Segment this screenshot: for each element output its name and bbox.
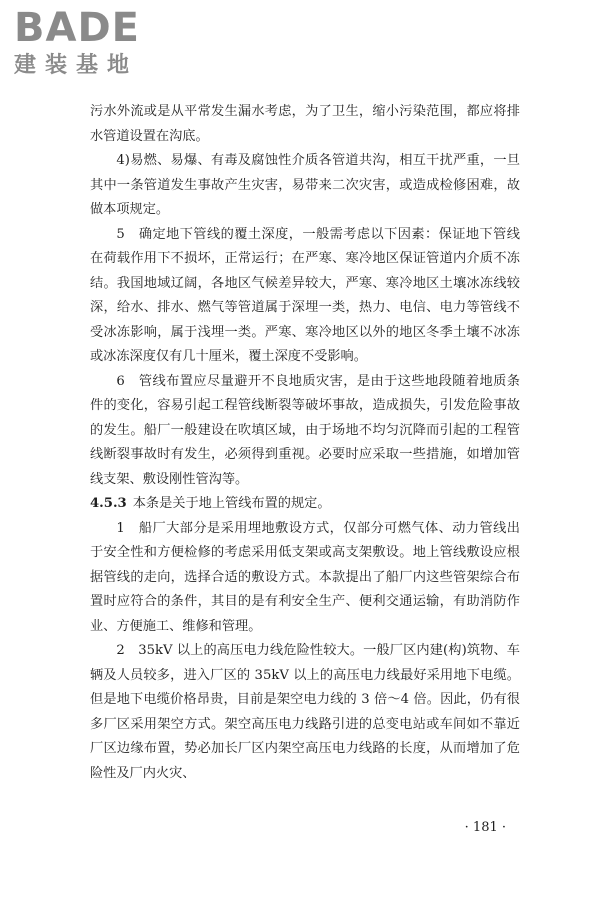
section-heading-paragraph [90,492,520,517]
logo-subtitle: 建装基地 [14,53,139,78]
logo-wordmark: BADE [14,5,140,51]
logo [14,6,184,80]
paragraph: 污水外流或是从平常发生漏水考虑，为了卫生，缩小污染范围，都应将排水管道设置在沟底。 [90,104,520,144]
section-number: 4.5.3 [90,496,127,511]
paragraph: 4)易燃、易爆、有毒及腐蚀性介质各管道共沟，相互干扰严重，一旦其中一条管道发生事故产生灾害，易带来二次灾害，或造成检修困难，故做本项规定。 [90,153,520,217]
section-text: 本条是关于地上管线布置的规定。 [132,496,331,511]
paragraph: 2 35kV 以上的高压电力线危险性较大。一般厂区内建(构)筑物、车辆及人员较多，进入厂区的 35kV 以上的高压电力线最好采用地下电缆。但是地下电缆价格昂贵，目前是架空电力线的 3 倍～4 倍。因此，仍有很多厂区采用架空方式。架空高压电力线路引进的总变电站或车间如不靠近厂区边缘布置，势必加长厂区内架空高压电力线路的长度，从而增加了危险性及厂内火灾、 [90,643,520,781]
paragraph: 1 船厂大部分是采用埋地敷设方式，仅部分可燃气体、动力管线出于安全性和方便检修的考虑采用低支架或高支架敷设。地上管线敷设应根据管线的走向，选择合适的敷设方式。本款提出了船厂内这些管架综合布置时应符合的条件，其目的是有利安全生产、便利交通运输，有助消防作业、方便施工、维修和管理。 [90,520,520,634]
paragraph: 6 管线布置应尽量避开不良地质灾害，是由于这些地段随着地质条件的变化，容易引起工程管线断裂等破坏事故，造成损失，引发危险事故的发生。船厂一般建设在吹填区域，由于场地不均匀沉降而引起的工程管线断裂事故时有发生，必须得到重视。必要时应采取一些措施，如增加管线支架、敷设刚性管沟等。 [90,373,520,487]
paragraph: 5 确定地下管线的覆土深度，一般需考虑以下因素：保证地下管线在荷载作用下不损坏，正常运行；在严寒、寒冷地区保证管道内介质不冻结。我国地域辽阔，各地区气候差异较大，严寒、寒冷地区土壤冰冻线较深，给水、排水、燃气等管道属于深埋一类，热力、电信、电力等管线不受冰冻影响，属于浅埋一类。严寒、寒冷地区以外的地区冬季土壤不冰冻或冰冻深度仅有几十厘米，覆土深度不受影响。 [90,226,520,364]
page-number: · 181 · [464,820,506,835]
document-body [90,100,520,786]
